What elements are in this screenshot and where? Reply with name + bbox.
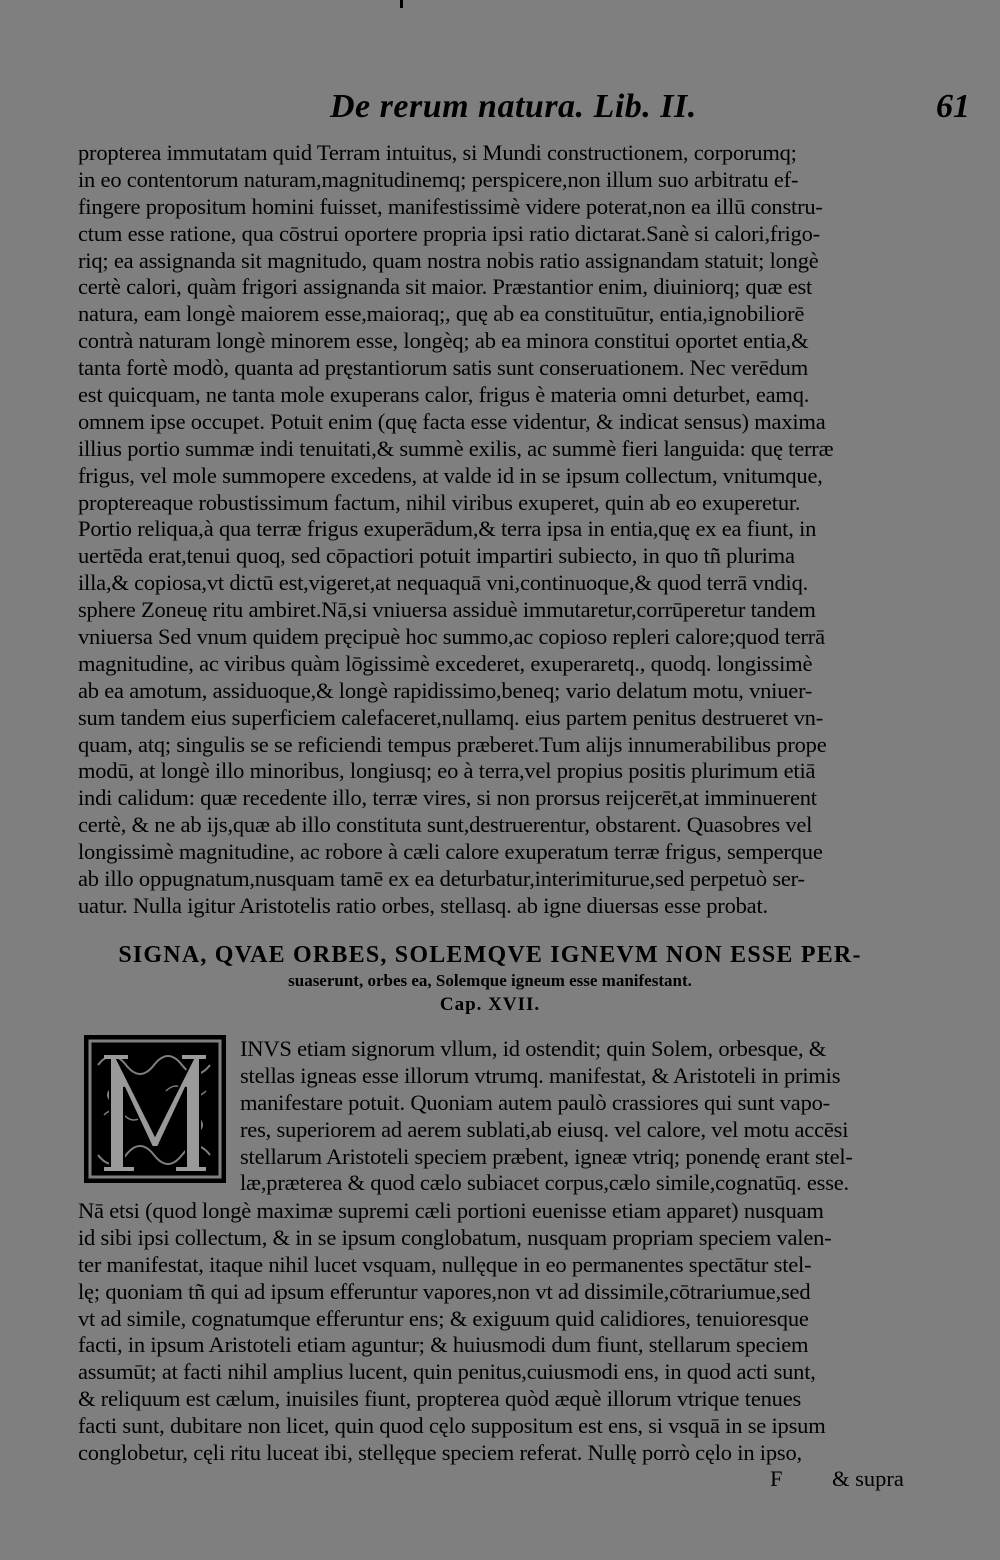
text-line: omnem ipse occupet. Potuit enim (quę facta esse videntur, & indicat sensus) maxima (78, 408, 826, 434)
text-line: Portio reliqua,à qua terræ frigus exuperādum,& terra ipsa in entia,quę ex ea fiunt, in (78, 516, 817, 542)
text-line: illa,& copiosa,vt dictū est,vigeret,at nequaquā vni,continuoque,& quod terrā vndiq. (78, 570, 809, 596)
text-line: longissimè magnitudine, ac robore à cæli calore exuperatum terræ frigus, semperque (78, 839, 823, 865)
text-line: riq; ea assignanda sit magnitudo, quam nostra nobis ratio assignandam statuit; longè (78, 247, 819, 273)
text-line: contrà naturam longè minorem esse, longèq; ab ea minora constitui oportet entia,& (78, 328, 809, 354)
decorated-initial-m-icon (84, 1035, 226, 1183)
text-line: res, superiorem ad aerem sublati,ab eiusq. vel calore, vel motu accēsi (240, 1116, 849, 1142)
text-line: vt ad simile, cognatumque efferuntur ens; & exiguum quid calidiores, tenuioresque (78, 1305, 809, 1331)
text-line: est quicquam, ne tanta mole exuperans calor, frigus è materia omni deturbet, eamq. (78, 382, 810, 408)
chapter-title-continuation: suaserunt, orbes ea, Solemque igneum esse manifestant. (288, 971, 692, 990)
text-line: stellarum Aristoteli speciem præbent, igneæ vtriq; ponendę erant stel- (240, 1143, 853, 1169)
text-line: facti, in ipsum Aristoteli etiam aguntur; & huiusmodi dum fiunt, stellarum speciem (78, 1332, 809, 1358)
text-line: & reliquum est cælum, inuisiles fiunt, propterea quòd æquè illorum vtrique tenues (78, 1386, 802, 1412)
text-line: ab ea amotum, assiduoque,& longè rapidissimo,beneq; vario delatum motu, vniuer- (78, 677, 813, 703)
text-line: sum tandem eius superficiem calefaceret,nullamq. eius partem penitus destrueret vn- (78, 704, 823, 730)
text-line: sphere Zoneuę ritu ambiret.Nā,si vniuersa assiduè immutaretur,corrūperetur tandem (78, 597, 816, 623)
paragraph-one (78, 140, 928, 920)
running-head (330, 88, 970, 132)
text-line: ab illo oppugnatum,nusquam tamē ex ea deturbatur,interimiturue,sed perpetuò ser- (78, 866, 805, 892)
signature-mark: F (770, 1466, 783, 1491)
text-line: illius portio summæ indi tenuitati,& summè exilis, ac summè fieri languida: quę terræ (78, 435, 834, 461)
text-line: manifestare potuit. Quoniam autem paulò crassiores qui sunt vapo- (240, 1089, 830, 1115)
text-line: Nā etsi (quod longè maximæ supremi cæli portioni euenisse etiam apparet) nusquam (78, 1198, 824, 1223)
text-line: facti sunt, dubitare non licet, quin quod cęlo suppositum est ens, si vsquā in se ipsum (78, 1413, 826, 1439)
text-line: conglobetur, cęli ritu luceat ibi, stellęque speciem referat. Nullę porrò cęlo in ipso, (78, 1440, 802, 1466)
text-line: natura, eam longè maiorem esse,maioraq;, quę ab ea constituūtur, entia,ignobiliorē (78, 301, 805, 327)
text-line: stellas igneas esse illorum vtrumq. manifestat, & Aristoteli in primis (240, 1062, 841, 1088)
text-line: modū, at longè illo minoribus, longiusq; eo à terra,vel propius positis plurimum etiā (78, 758, 816, 784)
chapter-heading (100, 940, 880, 1018)
text-line: INVS etiam signorum vllum, id ostendit; quin Solem, orbesque, & (240, 1036, 827, 1061)
paragraph-two-opening (240, 1036, 930, 1197)
text-line: fingere propositum homini fuisset, manifestissimè videre poterat,non ea illū constru- (78, 193, 823, 219)
text-line: lę; quoniam tñ qui ad ipsum efferuntur vapores,non vt ad dissimile,cōtrariumue,sed (78, 1278, 811, 1304)
catchwords (770, 1466, 930, 1496)
chapter-title: SIGNA, QVAE ORBES, SOLEMQVE IGNEVM NON ESSE PER- (118, 942, 862, 968)
chapter-number: Cap. XVII. (439, 994, 541, 1015)
text-line: uatur. Nulla igitur Aristotelis ratio orbes, stellasq. ab igne diuersas esse probat. (78, 892, 768, 918)
text-line: læ,præterea & quod cælo subiacet corpus,cælo simile,cognatūq. esse. (240, 1170, 849, 1196)
paragraph-two-continued (78, 1198, 928, 1467)
text-line: indi calidum: quæ recedente illo, terræ vires, si non prorsus reijcerēt,at imminuerent (78, 785, 817, 811)
page-number: 61 (936, 88, 970, 125)
text-line: certè calori, quàm frigori assignanda sit maior. Præstantior enim, diuiniorq; quæ est (78, 274, 813, 300)
text-line: proptereaque robustissimum factum, nihil viribus exuperet, quin ab eo exuperetur. (78, 489, 801, 515)
text-line: uertēda erat,tenui quoq, sed cōpactiori potuit impartiri subiecto, in quo tñ plurima (78, 543, 795, 569)
text-line: propterea immutatam quid Terram intuitus, si Mundi constructionem, corporumq; (78, 140, 797, 165)
text-line: certè, & ne ab ijs,quæ ab illo constituta sunt,destruerentur, obstarent. Quasobres vel (78, 812, 813, 838)
text-line: frigus, vel mole summopere excedens, at valde id in se ipsum collectum, vnitumque, (78, 462, 823, 488)
running-head-title: De rerum natura. Lib. II. (330, 88, 697, 125)
text-line: ter manifestat, itaque nihil lucet vsquam, nullęque in eo permanentes spectātur stel- (78, 1251, 812, 1277)
text-line: assumūt; at facti nihil amplius lucent, quin penitus,cuiusmodi ens, in quod acti sunt, (78, 1359, 816, 1385)
text-line: quam, atq; singulis se se reficiendi tempus præberet.Tum alijs innumerabilibus prope (78, 731, 827, 757)
text-line: ctum esse ratione, qua cōstrui oportere propria ipsi ratio dictarat.Sanè si calori,frigo- (78, 220, 820, 246)
text-line: id sibi ipsi collectum, & in se ipsum conglobatum, nusquam propriam speciem valen- (78, 1224, 832, 1250)
catchword: & supra (832, 1466, 904, 1491)
text-line: vniuersa Sed vnum quidem pręcipuè hoc summo,ac copioso repleri calore;quod terrā (78, 624, 825, 650)
text-line: tanta fortè modò, quanta ad pręstantiorum satis sunt conseruationem. Nec verēdum (78, 355, 809, 381)
print-mark (400, 0, 403, 8)
text-line: magnitudine, ac viribus quàm lōgissimè excederet, exuperaretq., quodq. longissimè (78, 650, 813, 676)
text-line: in eo contentorum naturam,magnitudinemq; perspicere,non illum suo arbitratu ef- (78, 166, 799, 192)
